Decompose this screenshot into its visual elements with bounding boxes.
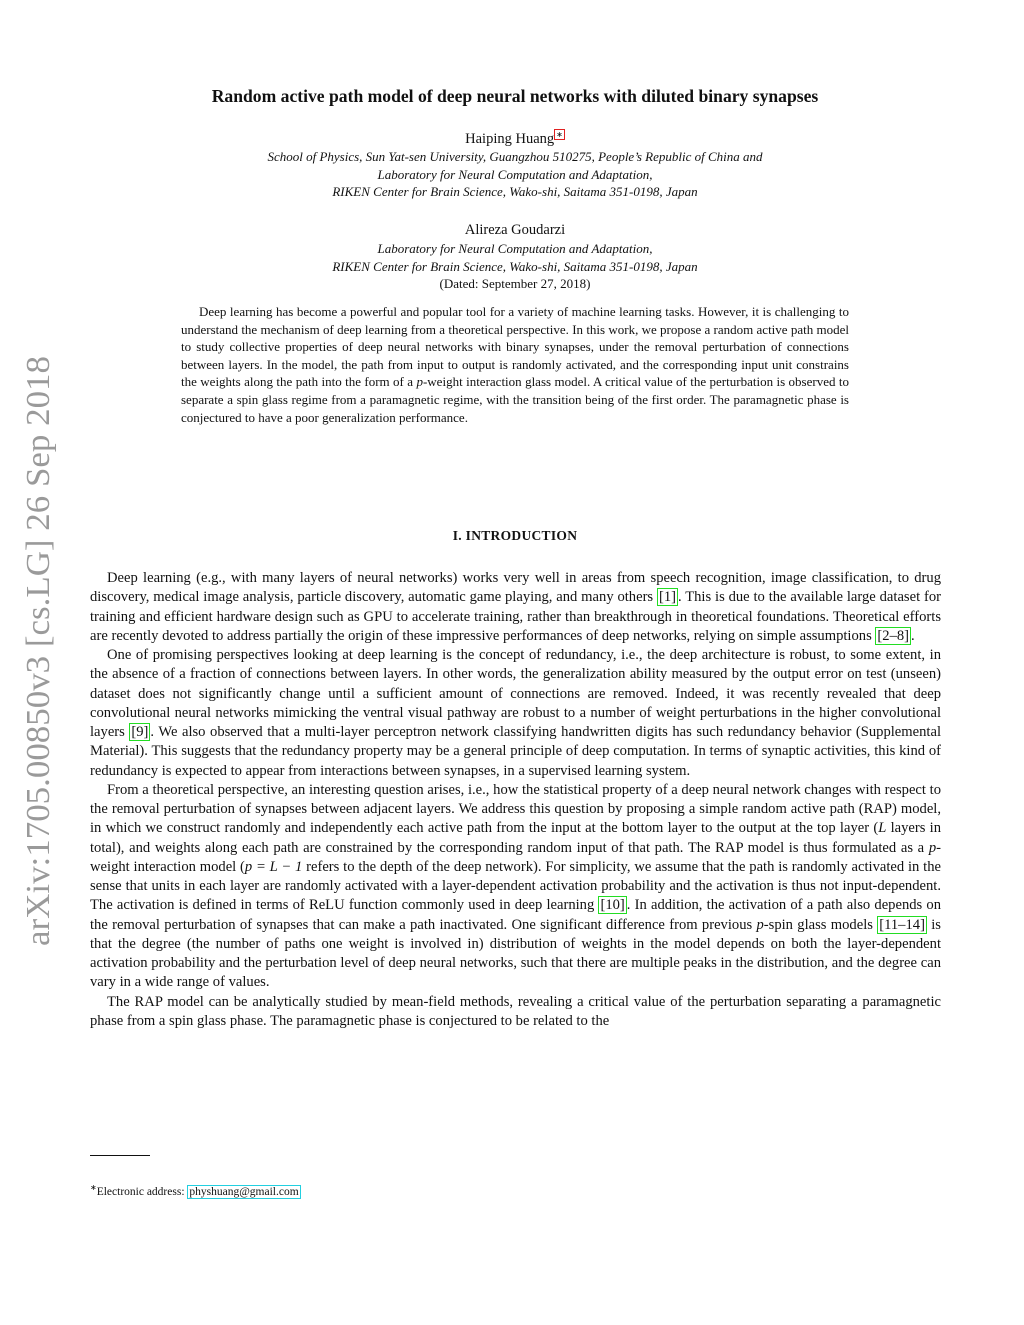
abstract bbox=[181, 303, 849, 426]
author-2 bbox=[90, 222, 940, 239]
dated-line: (Dated: September 27, 2018) bbox=[439, 276, 591, 291]
citation-link[interactable]: [11–14] bbox=[879, 916, 925, 933]
footnote-mark: ∗ bbox=[90, 1183, 97, 1192]
citation-link[interactable]: [9] bbox=[131, 724, 149, 740]
paper-title: Random active path model of deep neural networks with diluted binary synapses bbox=[211, 86, 819, 106]
author-2-affiliation bbox=[90, 240, 940, 275]
footnote-label: Electronic address: bbox=[96, 1185, 188, 1198]
arxiv-stamp-svg bbox=[13, 350, 61, 950]
footnote-rule bbox=[90, 1155, 150, 1156]
affiliation-line: RIKEN Center for Brain Science, Wako-shi, Saitama 351-0198, Japan bbox=[332, 184, 698, 199]
email-link[interactable]: physhuang@gmail.com bbox=[189, 1185, 299, 1198]
abstract-paragraph: Deep learning has become a powerful and popular tool for a variety of machine learning tasks. However, it is challenging to understand the mechanism of deep learning from a theoretical perspective. In this work, we propose a random active path model to study collective properties of deep neural networks with binary synapses, under the removal perturbation of connections between layers. In the model, the path from input to output is randomly activated, and the corresponding input unit constrains the weights along the path into the form of a p-weight interaction glass model. A critical value of the perturbation is observed to separate a spin glass regime from a paramagnetic regime, with the transition being of the first order. The paramagnetic phase is conjectured to have a poor generalization performance. bbox=[181, 304, 849, 425]
section-heading-introduction: I. INTRODUCTION bbox=[452, 528, 578, 543]
citation-link[interactable]: [10] bbox=[600, 897, 625, 914]
inline-equation: p = L − 1 bbox=[244, 858, 303, 875]
paragraph-2: One of promising perspectives looking at deep learning is the concept of redundancy, i.e., the deep architecture is robust, to some extent, in the absence of a fraction of connections between layers. In other words, the generalization ability measured by the output error on test (unseen) dataset does not significantly change until a sufficient amount of connections are removed. Indeed, it was recently revealed that deep convolutional neural networks mimicking the ventral visual pathway are robust to a number of weight perturbations in the higher convolutional layers [9] . We also observed that a multi-layer perceptron network classifying handwritten digits has such redundancy behavior (Supplemental Material). This suggests that the redundancy property may be a general principle of deep computation. In terms of synaptic activities, this kind of redundancy is expected to appear from interactions between synapses, in a supervised learning system. bbox=[90, 647, 941, 779]
author-1 bbox=[90, 130, 940, 148]
arxiv-stamp-text: arXiv:1705.00850v3 [cs.LG] 26 Sep 2018 bbox=[20, 371, 57, 946]
paragraph-4: The RAP model can be analytically studied by mean-field methods, revealing a critical value of the perturbation separating a paramagnetic phase from a spin glass phase. The paramagnetic phase is conjectured to be related to the bbox=[90, 993, 941, 1029]
affiliation-line: School of Physics, Sun Yat-sen University, Guangzhou 510275, People’s Republic of China and bbox=[267, 149, 763, 164]
introduction-body bbox=[90, 569, 941, 1031]
affiliation-line: RIKEN Center for Brain Science, Wako-shi, Saitama 351-0198, Japan bbox=[332, 258, 698, 274]
author-footnote-link[interactable]: ∗ bbox=[556, 130, 563, 139]
affiliation-line: Laboratory for Neural Computation and Adaptation, bbox=[377, 241, 653, 256]
author-2-name: Alireza Goudarzi bbox=[464, 222, 566, 238]
citation-link[interactable]: [2–8] bbox=[877, 627, 910, 644]
arxiv-sidebar-stamp bbox=[13, 350, 61, 950]
author-1-name: Haiping Huang bbox=[465, 130, 555, 147]
affiliation-line: Laboratory for Neural Computation and Adaptation, bbox=[377, 166, 653, 182]
author-1-affiliation bbox=[90, 148, 940, 201]
citation-link[interactable]: [1] bbox=[658, 589, 676, 606]
paragraph-3: From a theoretical perspective, an interesting question arises, i.e., how the statistical property of a deep neural network changes with respect to the removal perturbation of synapses between adjacent layers. We address this question by proposing a simple random active path (RAP) model, in which we construct randomly and independently each active path from the input at the bottom layer to the output at the top layer (L layers in total), and weights along each path are constrained by the corresponding random input of that path. The RAP model is thus formulated as a p-weight interaction model (p = L − 1 refers to the depth of the deep network). For simplicity, we assume that the path is randomly activated in the sense that units in each layer are randomly activated with a layer-dependent activation probability and the activation is thus not input-dependent. The activation is defined in terms of ReLU function commonly used in deep learning [10] . In addition, the activation of a path also depends on the removal perturbation of synapses that can make a path inactivated. One significant difference from previous p-spin glass models [11–14] is that the degree (the number of paths one weight is involved in) distribution of weights in the model depends on both the layer-dependent activation probability and the perturbation level of deep neural networks, such that there are multiple peaks in the distribution, and the degree can vary in a wide range of values. bbox=[90, 781, 942, 991]
footnote bbox=[90, 1183, 790, 1198]
paragraph-1: Deep learning (e.g., with many layers of neural networks) works very well in areas from speech recognition, image classification, to drug discovery, medical image analysis, particle discovery, automatic game playing, and many others [1] . This is due to the available large dataset for training and efficient hardware design such as GPU to accelerate training, rather than breakthrough in theoretical foundations. Theoretical efforts are recently devoted to address partially the origin of these impressive performances of deep networks, relying on simple assumptions [2–8] . bbox=[90, 570, 941, 644]
